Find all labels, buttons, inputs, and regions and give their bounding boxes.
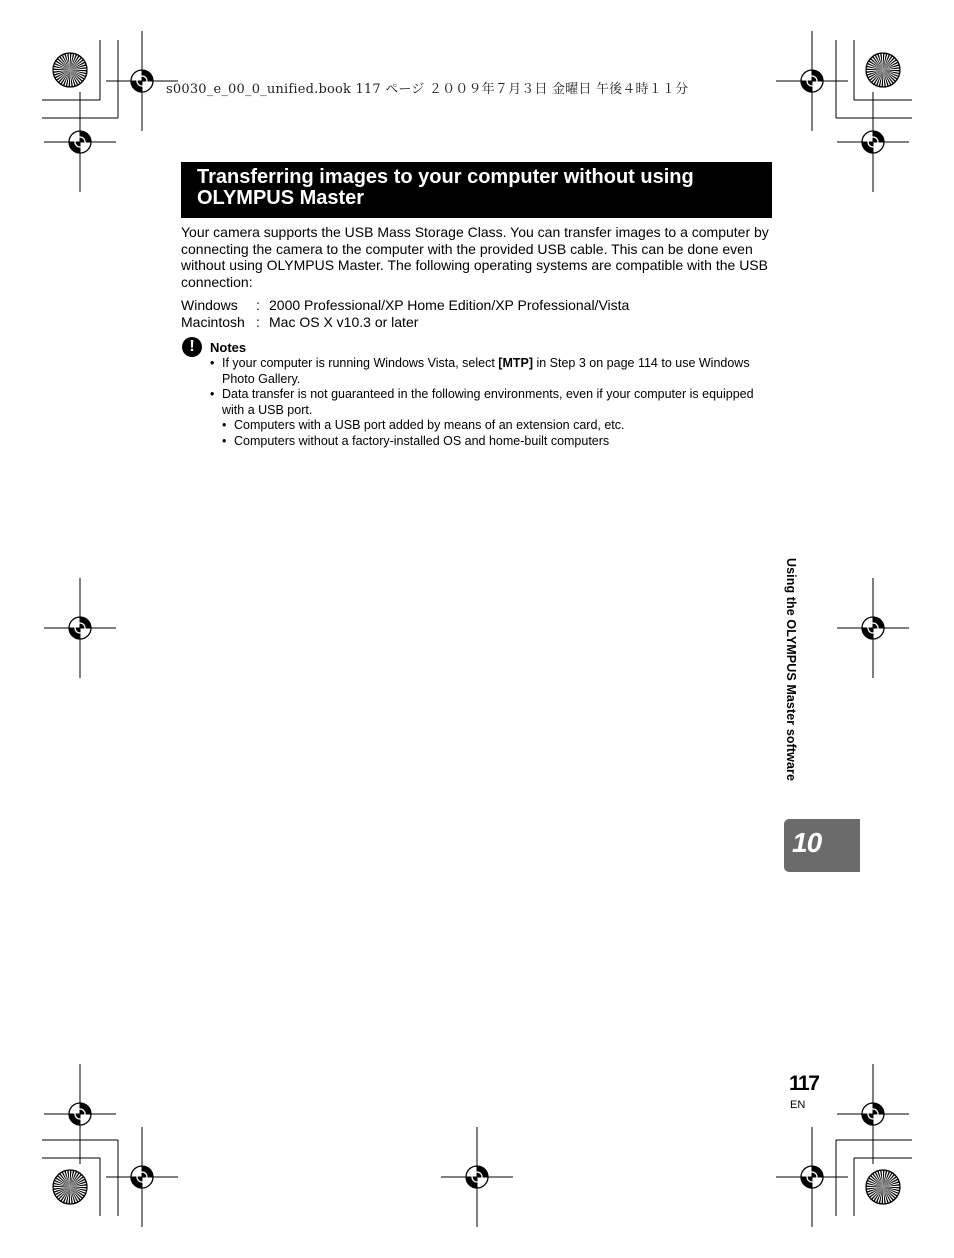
- crosshair-circle-icon: [131, 70, 153, 92]
- section-title-line-2: OLYMPUS Master: [197, 187, 365, 209]
- starburst-target-icon: [866, 53, 900, 87]
- crosshair-circle-icon: [131, 1166, 153, 1188]
- mtp-option-label: [MTP]: [498, 356, 533, 370]
- note-text: Data transfer is not guaranteed in the following environments, even if your computer is equipped with a USB port.: [222, 387, 754, 417]
- chapter-number: 10: [792, 827, 822, 858]
- os-value: 2000 Professional/XP Home Edition/XP Professional/Vista: [269, 297, 630, 313]
- note-sub-text: Computers with a USB port added by means of an extension card, etc.: [234, 418, 625, 432]
- os-compatibility-list: [181, 297, 629, 330]
- crosshair-circle-icon: [69, 1103, 91, 1125]
- exclamation-circle-icon: !: [182, 337, 202, 357]
- crosshair-circle-icon: [69, 617, 91, 639]
- crosshair-circle-icon: [801, 1166, 823, 1188]
- notes-list: [210, 356, 770, 449]
- note-sub-list: [222, 418, 770, 449]
- note-text-part: If your computer is running Windows Vista, select: [222, 356, 499, 370]
- bullet: •: [222, 433, 227, 448]
- os-colon: :: [256, 313, 260, 330]
- crosshair-circle-icon: [862, 131, 884, 153]
- chapter-side-label: Using the OLYMPUS Master software: [784, 558, 798, 782]
- crosshair-circle-icon: [862, 1103, 884, 1125]
- intro-paragraph: Your camera supports the USB Mass Storage Class. You can transfer images to a computer by connecting the camera to the computer with the provided USB cable. This can be done even without using OLYMPUS Master. The following operating systems are compatible with the USB connection:: [181, 224, 769, 291]
- os-row-macintosh: [181, 314, 629, 331]
- note-text-part: in Step 3 on page 114 to use Windows Photo Gallery.: [222, 356, 750, 386]
- note-item: [210, 387, 770, 418]
- chapter-tab: [784, 819, 860, 872]
- note-sub-item: [222, 434, 770, 450]
- bullet: •: [210, 356, 215, 370]
- os-row-windows: [181, 297, 629, 314]
- note-sub-text: Computers without a factory-installed OS and home-built computers: [234, 433, 610, 448]
- section-title-bar: [181, 162, 772, 218]
- note-text: [222, 356, 770, 387]
- starburst-target-icon: [866, 1170, 900, 1204]
- notes-title: Notes: [210, 340, 247, 355]
- bullet: •: [210, 387, 215, 401]
- os-value: Mac OS X v10.3 or later: [269, 313, 419, 330]
- starburst-target-icon: [53, 53, 87, 87]
- os-colon: :: [256, 297, 260, 313]
- crosshair-circle-icon: [862, 617, 884, 639]
- note-item: [210, 356, 770, 387]
- starburst-target-icon: [53, 1170, 87, 1204]
- crosshair-circle-icon: [801, 70, 823, 92]
- os-name: Macintosh: [181, 313, 245, 330]
- note-sub-item: [222, 418, 770, 434]
- print-header: s0030_e_00_0_unified.book 117 ページ ２００９年７月３日 金曜日 午後４時１１分: [166, 82, 689, 97]
- page-number: 117: [789, 1072, 819, 1095]
- os-name: Windows: [181, 297, 238, 313]
- crosshair-circle-icon: [69, 131, 91, 153]
- bullet: •: [222, 418, 227, 432]
- crosshair-circle-icon: [466, 1166, 488, 1188]
- page-language: EN: [790, 1099, 806, 1111]
- section-title-line-1: Transferring images to your computer without using: [197, 166, 694, 188]
